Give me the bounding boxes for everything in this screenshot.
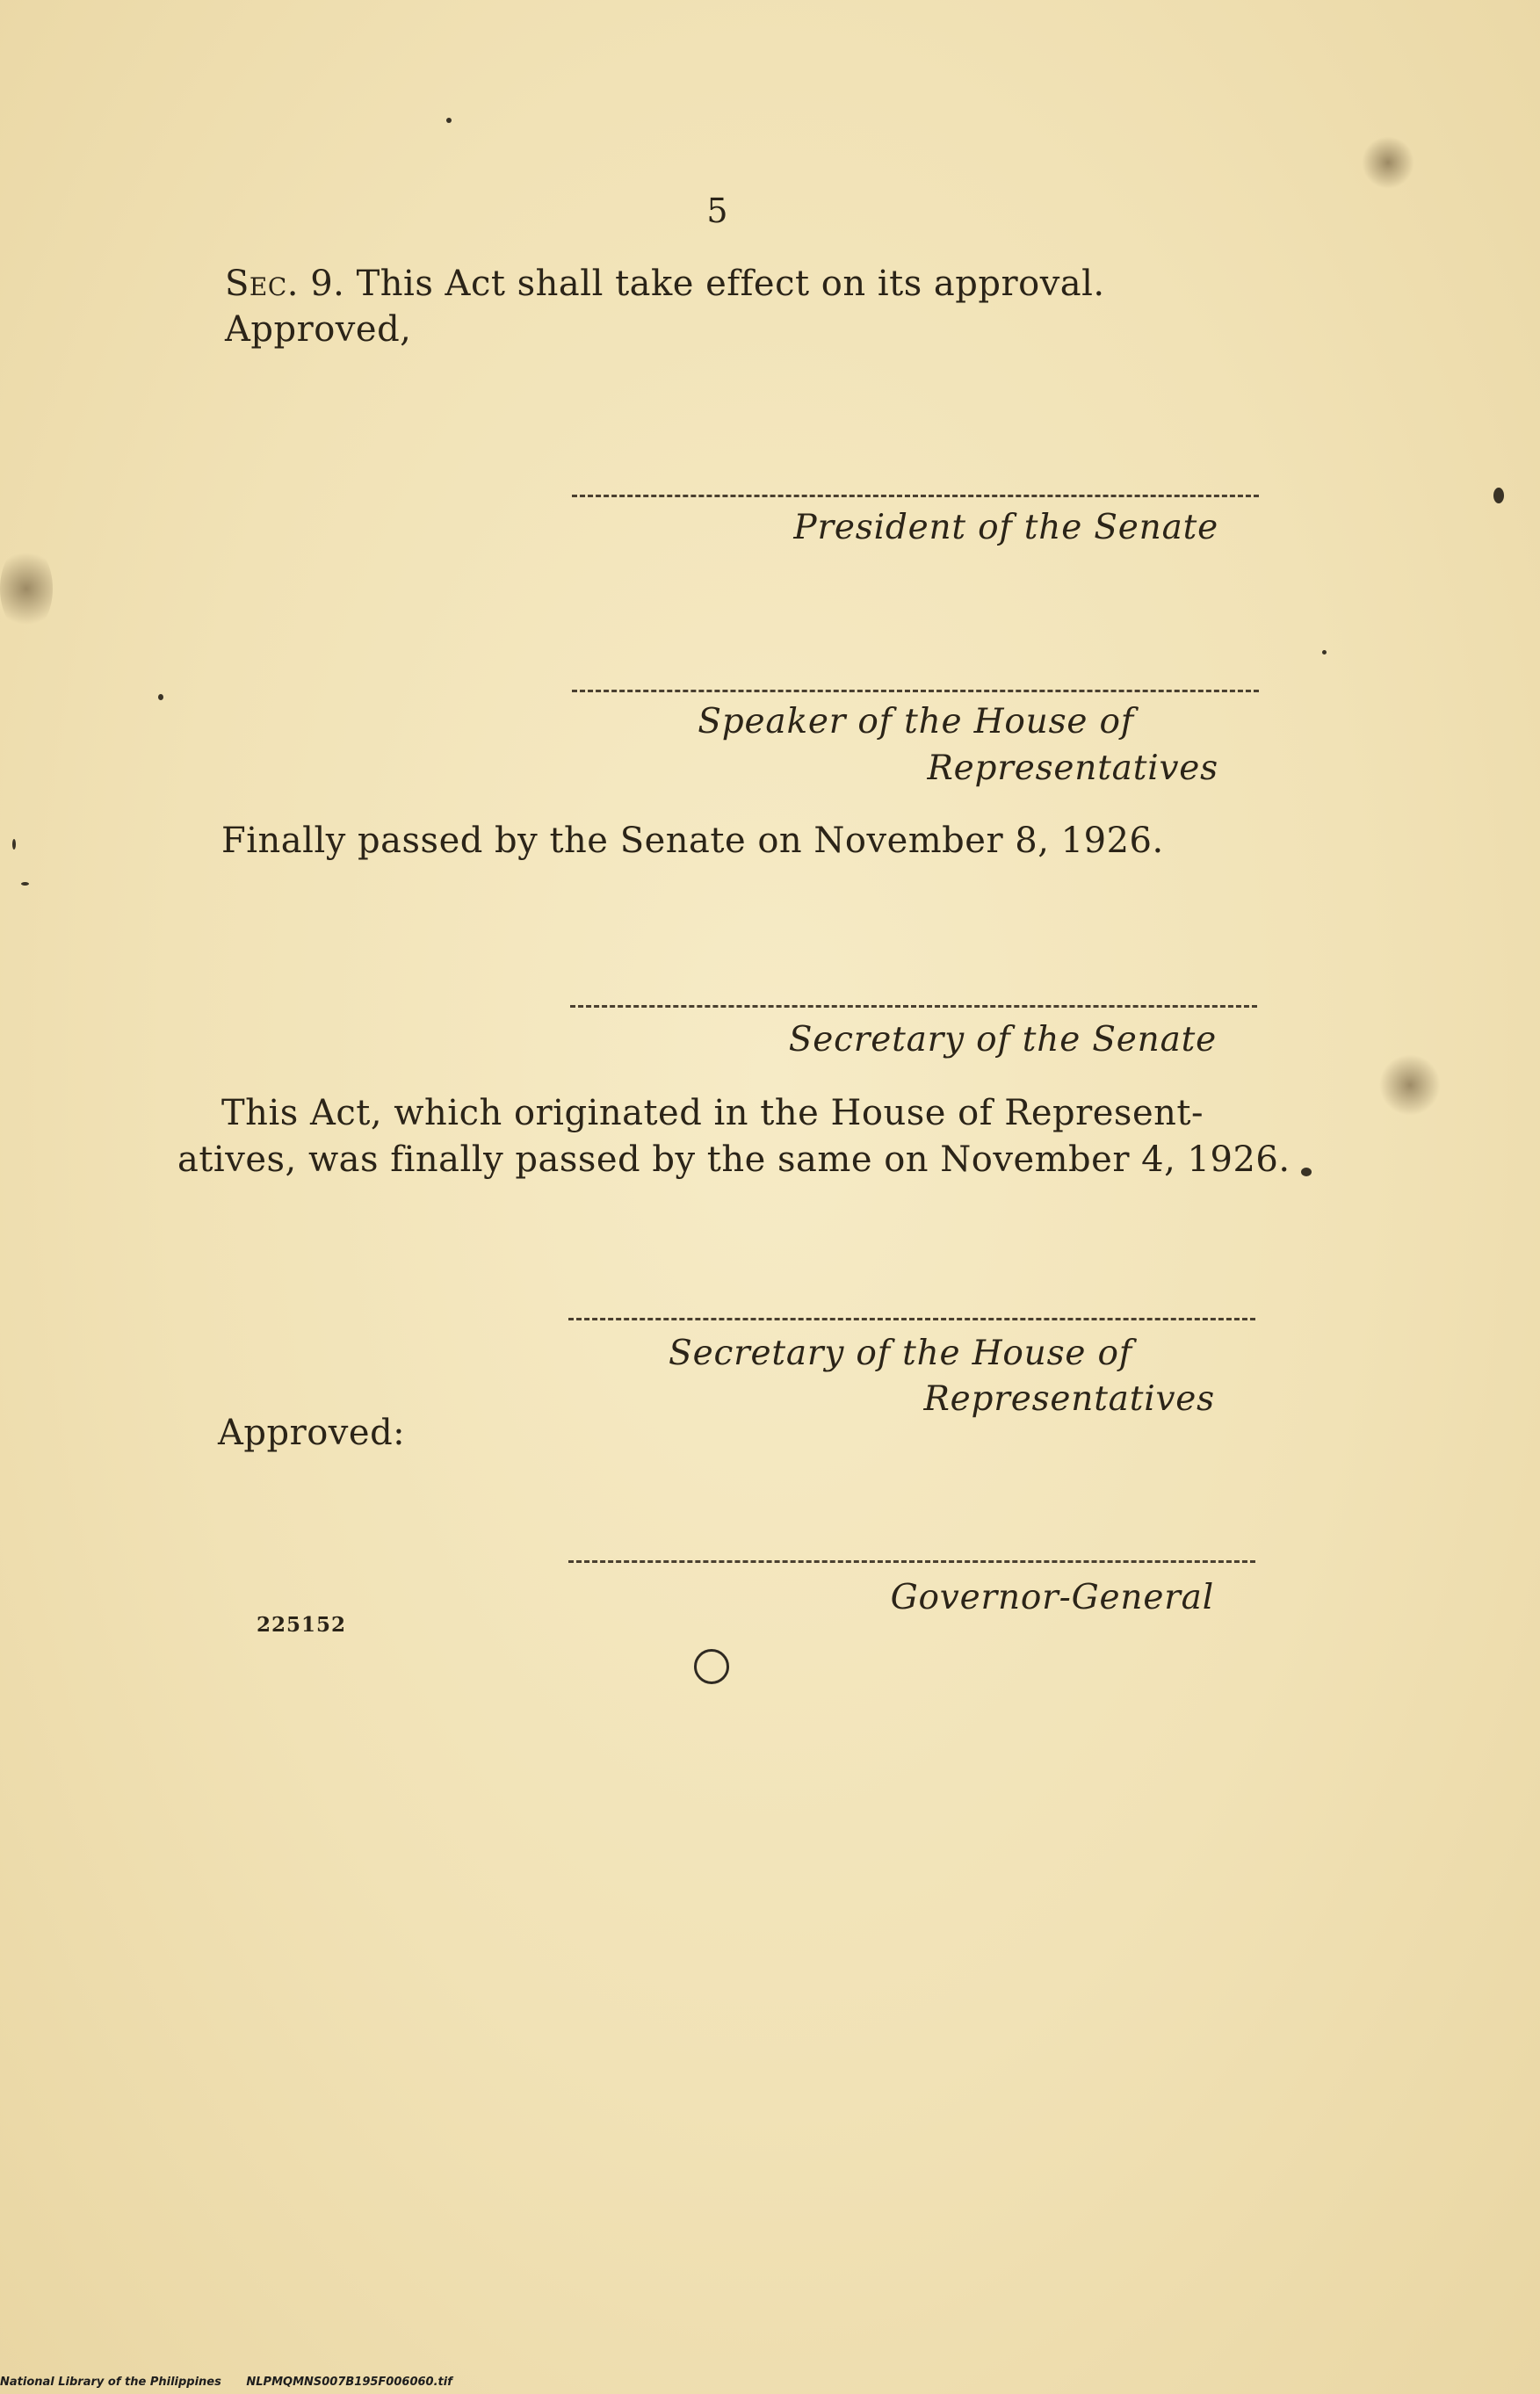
approved-colon: Approved: — [218, 1413, 406, 1453]
speaker-title-line1: Speaker of the House of — [698, 702, 1134, 741]
signature-line-president — [572, 495, 1259, 497]
signature-line-governor — [568, 1560, 1255, 1563]
paper-speck — [1493, 488, 1504, 503]
signature-line-speaker — [572, 690, 1259, 692]
page-number: 5 — [706, 192, 728, 230]
archive-footer — [0, 2376, 474, 2389]
secretary-house-title-line1: Secretary of the House of — [669, 1334, 1132, 1373]
paper-speck — [1301, 1168, 1312, 1176]
house-statement-line2: atives, was finally passed by the same on November 4, 1926. — [177, 1139, 1291, 1180]
print-code: 225152 — [257, 1613, 347, 1637]
president-senate-title: President of the Senate — [793, 508, 1218, 547]
section-text: 9. This Act shall take effect on its approval. — [310, 264, 1105, 304]
section-label: Sec. — [225, 264, 299, 304]
paper-speck — [21, 882, 29, 886]
footer-library: National Library of the Philippines — [0, 2376, 221, 2389]
punch-hole-circle — [694, 1649, 729, 1684]
section-9-line — [225, 264, 1105, 304]
senate-passed-statement: Finally passed by the Senate on November 8, 1926. — [221, 821, 1164, 861]
paper-speck — [12, 839, 16, 850]
footer-file-id: NLPMQMNS007B195F006060.tif — [246, 2376, 452, 2389]
speaker-title-line2: Representatives — [927, 749, 1218, 788]
secretary-senate-title: Secretary of the Senate — [788, 1020, 1217, 1060]
approved-comma: Approved, — [225, 309, 412, 350]
paper-speck — [158, 694, 163, 700]
house-statement-line1: This Act, which originated in the House of Represent- — [221, 1093, 1204, 1133]
paper-speck — [1322, 650, 1327, 655]
paper-stain — [1379, 1054, 1441, 1116]
paper-stain — [1362, 136, 1414, 189]
signature-line-secretary-senate — [570, 1005, 1257, 1008]
signature-line-secretary-house — [568, 1318, 1255, 1320]
governor-general-title: Governor-General — [890, 1578, 1214, 1617]
secretary-house-title-line2: Representatives — [923, 1379, 1215, 1419]
paper-speck — [446, 118, 452, 123]
paper-stain — [0, 545, 53, 633]
